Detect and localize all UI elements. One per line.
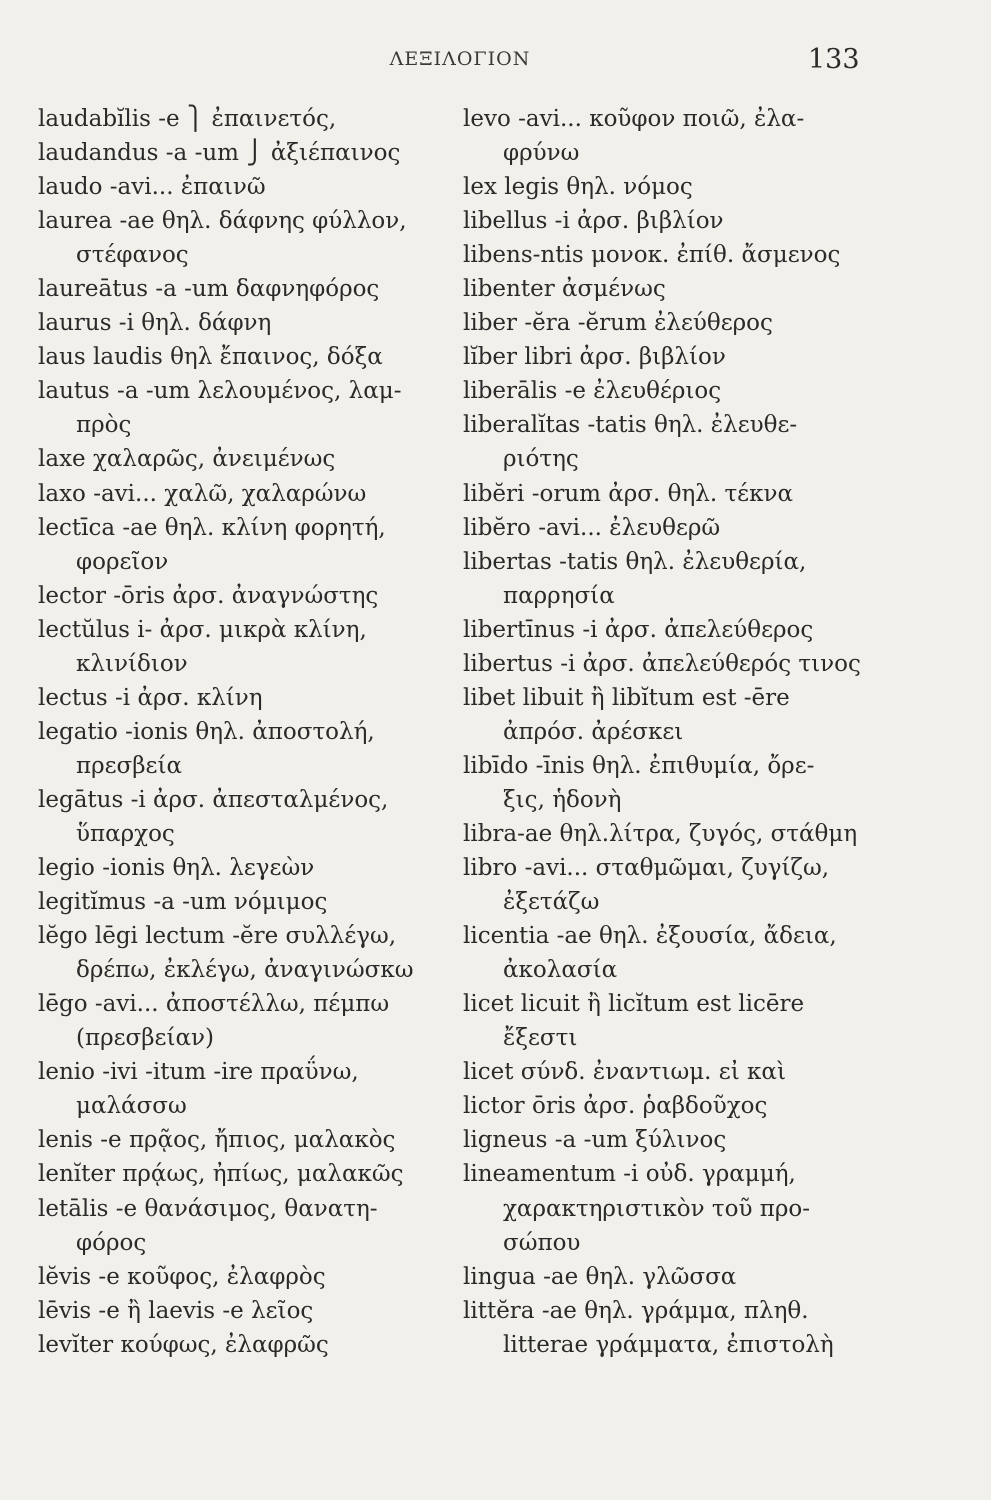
dictionary-entry-line: laureātus -a -um δαφνηφόρος [38,276,380,303]
dictionary-entry-line: laxe χαλαρῶς, ἀνειμένως [38,446,336,473]
dictionary-entry-line: lineamentum -i οὐδ. γραμμή, [463,1161,796,1188]
dictionary-entry-line: libenter ἀσμένως [463,276,666,303]
dictionary-entry-line: libertas -tatis θηλ. ἐλευθερία, [463,548,807,575]
dictionary-entry-line: licet σύνδ. ἐναντιωμ. εἰ καὶ [463,1059,786,1086]
dictionary-entry-line: laudo -avi... ἐπαινῶ [38,174,266,201]
dictionary-entry-line: lictor ōris ἀρσ. ῥαβδοῦχος [463,1093,768,1120]
dictionary-entry-line: laus laudis θηλ ἔπαινος, δόξα [38,344,383,371]
dictionary-entry-line: libro -avi... σταθμῶμαι, ζυγίζω, [463,855,830,882]
page-number: 133 [808,44,860,75]
dictionary-entry-line: legātus -i ἀρσ. ἀπεσταλμένος, [38,786,389,813]
page-header [0,44,991,80]
dictionary-entry-line: lectus -i ἀρσ. κλίνη [38,684,263,711]
entry-continuation-line: φορεῖον [76,548,169,575]
dictionary-entry-line: legatio -ionis θηλ. ἀποστολή, [38,718,375,745]
dictionary-entry-line: lex legis θηλ. νόμος [463,174,693,201]
dictionary-entry-line: levo -avi... κοῦφον ποιῶ, ἐλα- [463,106,805,132]
entry-continuation-line: ἀπρόσ. ἀρέσκει [503,718,684,745]
dictionary-entry-line: lautus -a -um λελουμένος, λαμ- [38,378,402,405]
running-title: ΛΕΞΙΛΟΓΙΟΝ [389,48,531,70]
entry-continuation-line: παρρησία [503,582,615,609]
entry-continuation-line: μαλάσσω [76,1093,187,1120]
dictionary-entry-line: libĕri -orum ἀρσ. θηλ. τέκνα [463,480,793,507]
dictionary-entry-line: littĕra -ae θηλ. γράμμα, πληθ. [463,1297,809,1324]
entry-continuation-line: φόρος [76,1229,147,1256]
dictionary-entry-line: lector -ōris ἀρσ. ἀναγνώστης [38,582,379,609]
dictionary-entry-line: liberālis -e ἐλευθέριος [463,378,722,405]
entry-continuation-line: δρέπω, ἐκλέγω, ἀναγινώσκω [76,957,414,984]
entry-continuation-line: ἔξεστι [503,1025,578,1052]
dictionary-entry-line: legitĭmus -a -um νόμιμος [38,889,328,916]
entry-continuation-line: στέφανος [76,242,189,269]
entry-continuation-line: ξις, ἡδονὴ [503,786,622,813]
dictionary-entry-line: laxo -avi... χαλῶ, χαλαρώνω [38,480,367,507]
dictionary-entry-line: laudabĭlis -e ⎫ ἐπαινετός, [38,106,337,132]
dictionary-entry-line: lenio -ivi -itum -ire πραΰνω, [38,1059,359,1086]
dictionary-entry-line: libellus -i ἀρσ. βιβλίον [463,208,724,235]
dictionary-entry-line: lingua -ae θηλ. γλῶσσα [463,1263,737,1290]
dictionary-entry-line: laudandus -a -um ⎭ ἀξιέπαινος [38,140,401,167]
dictionary-entry-line: ligneus -a -um ξύλινος [463,1127,727,1154]
dictionary-entry-line: levĭter κούφως, ἐλαφρῶς [38,1331,329,1358]
entry-continuation-line: σώπου [503,1229,581,1256]
right-column [463,102,875,1362]
dictionary-entry-line: laurea -ae θηλ. δάφνης φύλλον, [38,208,407,235]
dictionary-entry-line: libet libuit ἢ libĭtum est -ēre [463,684,790,711]
dictionary-entry-line: licentia -ae θηλ. ἐξουσία, ἄδεια, [463,923,837,950]
entry-continuation-line: πρὸς [76,412,132,439]
dictionary-entry-line: libīdo -īnis θηλ. ἐπιθυμία, ὄρε- [463,752,815,779]
entry-continuation-line: ἐξετάζω [503,889,600,916]
dictionary-entry-line: libertus -i ἀρσ. ἀπελεύθερός τινος [463,650,861,677]
dictionary-entry-line: lĭber libri ἀρσ. βιβλίον [463,344,726,371]
entry-continuation-line: ὕπαρχος [76,820,175,847]
dictionary-entry-line: letālis -e θανάσιμος, θανατη- [38,1195,378,1222]
entry-continuation-line: χαρακτηριστικὸν τοῦ προ- [503,1195,811,1222]
dictionary-entry-line: libens-ntis μονοκ. ἐπίθ. ἄσμενος [463,242,841,269]
entry-continuation-line: πρεσβεία [76,752,183,779]
left-column [38,102,463,1362]
dictionary-entry-line: lēgo -avi... ἀποστέλλω, πέμπω [38,991,390,1018]
dictionary-entry-line: liberalĭtas -tatis θηλ. ἐλευθε- [463,412,798,439]
dictionary-entry-line: laurus -i θηλ. δάφνη [38,310,272,337]
dictionary-entry-line: legio -ionis θηλ. λεγεὼν [38,855,315,882]
dictionary-entry-line: libra-ae θηλ.λίτρα, ζυγός, στάθμη [463,820,858,847]
entry-continuation-line: litterae γράμματα, ἐπιστολὴ [503,1331,834,1358]
entry-continuation-line: (πρεσβείαν) [76,1025,214,1052]
dictionary-entry-line: lĕvis -e κοῦφος, ἐλαφρὸς [38,1263,326,1290]
entry-continuation-line: κλινίδιον [76,650,188,677]
entry-continuation-line: ἀκολασία [503,957,618,984]
entry-continuation-line: ριότης [503,446,579,473]
dictionary-entry-line: libertīnus -i ἀρσ. ἀπελεύθερος [463,616,814,643]
dictionary-entry-line: lenis -e πρᾷος, ἤπιος, μαλακὸς [38,1127,396,1154]
dictionary-entry-line: liber -ĕra -ĕrum ἐλεύθερος [463,310,773,337]
dictionary-entry-line: lĕgo lēgi lectum -ĕre συλλέγω, [38,923,397,950]
dictionary-entry-line: libĕro -avi... ἐλευθερῶ [463,514,721,541]
dictionary-entry-line: lectŭlus i- ἀρσ. μικρὰ κλίνη, [38,616,367,643]
dictionary-entry-line: lenĭter πρᾴως, ἠπίως, μαλακῶς [38,1161,404,1188]
dictionary-entry-line: lectīca -ae θηλ. κλίνη φορητή, [38,514,386,541]
dictionary-entry-line: licet licuit ἢ licĭtum est licēre [463,991,805,1018]
entry-continuation-line: φρύνω [503,140,580,167]
dictionary-entry-line: lēvis -e ἢ laevis -e λεῖος [38,1297,314,1324]
